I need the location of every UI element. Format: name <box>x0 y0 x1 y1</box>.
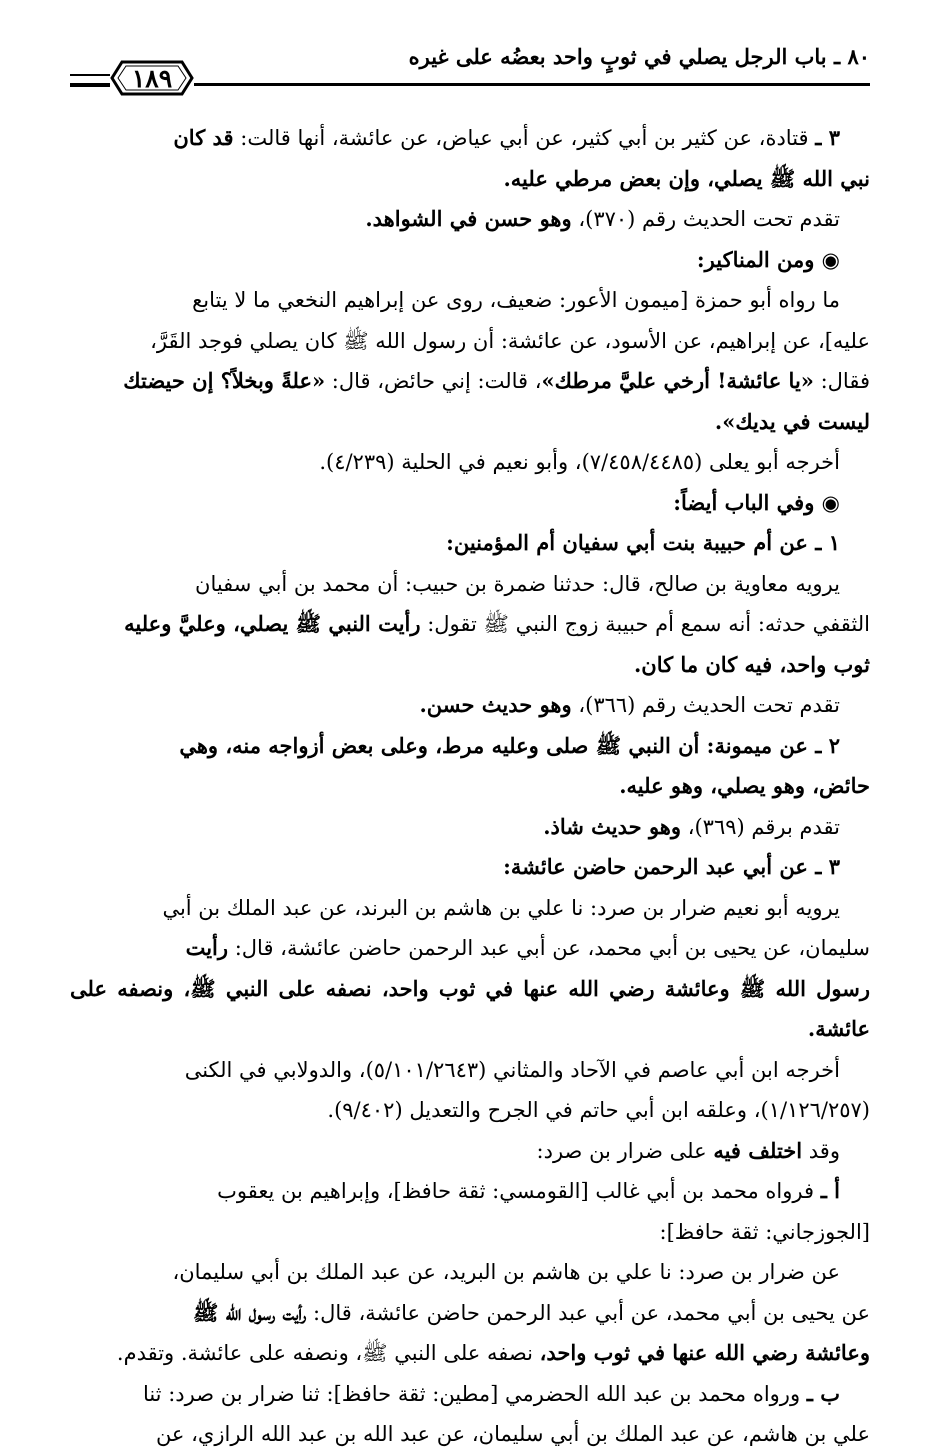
text-line <box>70 199 870 240</box>
text-line <box>70 1171 870 1212</box>
text-span: ورواه محمد بن عبد الله الحضرمي [مطين: ثقة حافظ]: ثنا ضرار بن صرد: ثنا <box>142 1381 807 1406</box>
bold-span: اختلف فيه <box>713 1137 803 1163</box>
text-span: ، قالت: إني حائض، قال: <box>325 369 542 393</box>
page-number: ١٨٩ <box>131 64 173 93</box>
text-line <box>70 645 870 686</box>
text-span: علي بن هاشم، عن عبد الملك بن أبي سليمان، عن عبد الله بن عبد الله الرازي، عن <box>155 1422 870 1446</box>
text-span: الثقفي حدثه: أنه سمع أم حبيبة زوج النبي ﷺ تقول: <box>420 612 870 636</box>
bold-span: حائض، وهو يصلي، وهو عليه. <box>619 773 870 798</box>
text-line <box>70 847 870 888</box>
text-span: عن يحيى بن أبي محمد، عن أبي عبد الرحمن حاضن عائشة، قال: <box>306 1300 870 1325</box>
page-body-text <box>70 118 870 1455</box>
text-line <box>70 1252 870 1293</box>
text-span: عن ضرار بن صرد: نا علي بن هاشم بن البريد، عن عبد الملك بن أبي سليمان، <box>172 1260 840 1284</box>
text-line <box>70 1333 870 1374</box>
text-line <box>70 928 870 969</box>
bold-span: رأيت رسول الله ﷺ <box>193 1299 307 1325</box>
bold-span: رسول الله ﷺ وعائشة رضي الله عنها في ثوب واحد، نصفه على النبي ﷺ، ونصفه على عائشة. <box>70 975 870 1041</box>
bold-span: وهو حسن في الشواهد. <box>365 206 572 231</box>
text-line <box>70 402 870 443</box>
bold-span: ٢ ـ عن ميمونة: <box>699 732 840 758</box>
text-span: تقدم تحت الحديث رقم (٣٦٦)، <box>571 693 840 717</box>
text-line <box>70 685 870 726</box>
text-line <box>70 766 870 807</box>
bold-span: ٣ ـ عن أبي عبد الرحمن حاضن عائشة: <box>503 854 840 879</box>
text-span: عليه]، عن إبراهيم، عن الأسود، عن عائشة: أن رسول الله ﷺ كان يصلي فوجد القَرَّ، <box>150 328 870 353</box>
text-line <box>70 483 870 524</box>
text-line <box>70 1374 870 1415</box>
bold-span: «يا عائشة! أرخي عليَّ مرطك» <box>541 368 814 393</box>
text-line <box>70 1212 870 1253</box>
bold-span: ◉ وفي الباب أيضاً: <box>673 489 840 515</box>
bold-span: وهو حديث حسن. <box>419 692 572 717</box>
bold-span: أن النبي ﷺ صلى وعليه مرط، وعلى بعض أزواجه منه، وهي <box>179 732 700 758</box>
text-line <box>70 118 870 159</box>
text-line <box>70 807 870 848</box>
text-line <box>70 564 870 605</box>
text-line <box>70 726 870 767</box>
bold-span: أ ـ <box>820 1178 840 1203</box>
bold-span: ١ ـ عن أم حبيبة بنت أبي سفيان أم المؤمنين: <box>446 530 840 555</box>
text-span: قتادة، عن كثير بن أبي كثير، عن أبي عياض، عن عائشة، أنها قالت: <box>233 126 816 150</box>
text-line <box>70 1050 870 1091</box>
bold-span: قد كان <box>173 125 234 150</box>
bold-span: ليست في يديك». <box>714 408 870 434</box>
page-number-frame <box>110 60 194 96</box>
text-line <box>70 523 870 564</box>
text-span: تقدم تحت الحديث رقم (٣٧٠)، <box>571 207 840 231</box>
text-span: فرواه محمد بن أبي غالب [القومسي: ثقة حافظ]، وإبراهيم بن يعقوب <box>217 1179 821 1203</box>
text-line <box>70 969 870 1050</box>
bold-span: ب ـ <box>806 1380 840 1406</box>
text-span: أخرجه ابن أبي عاصم في الآحاد والمثاني (٥/١٠١/٢٦٤٣)، والدولابي في الكنى <box>184 1057 840 1082</box>
bold-span: ◉ ومن المناكير: <box>696 246 840 272</box>
text-line <box>70 280 870 321</box>
running-header <box>70 38 870 94</box>
text-span: أخرجه أبو يعلى (٧/٤٥٨/٤٤٨٥)، وأبو نعيم في الحلية (٤/٢٣٩). <box>319 450 840 474</box>
text-span: يرويه أبو نعيم ضرار بن صرد: نا علي بن هاشم بن البرند، عن عبد الملك بن أبي <box>162 895 840 920</box>
bold-span: وعائشة رضي الله عنها في ثوب واحد، <box>539 1340 870 1365</box>
text-line <box>70 604 870 645</box>
bold-span: رأيت النبي ﷺ يصلي، وعليَّ وعليه <box>124 611 421 636</box>
bold-span: رأيت <box>185 935 229 960</box>
text-line <box>70 361 870 402</box>
bold-span: نبي الله ﷺ يصلي، وإن بعض مرطي عليه. <box>503 165 870 191</box>
text-span: نصفه على النبي ﷺ، ونصفه على عائشة. وتقدم. <box>116 1341 540 1365</box>
text-line <box>70 321 870 362</box>
text-span: سليمان، عن يحيى بن أبي محمد، عن أبي عبد الرحمن حاضن عائشة، قال: <box>228 936 870 960</box>
text-span: فقال: <box>813 369 870 393</box>
text-span: على ضرار بن صرد: <box>536 1138 714 1163</box>
bold-span: وهو حديث شاذ. <box>543 813 682 839</box>
bold-span: ثوب واحد، فيه كان ما كان. <box>633 651 870 677</box>
text-line <box>70 240 870 281</box>
text-line <box>70 159 870 200</box>
header-rule-left-ornament <box>70 74 110 87</box>
text-line <box>70 442 870 483</box>
text-span: وقد <box>802 1138 840 1163</box>
text-span: ما رواه أبو حمزة [ميمون الأعور: ضعيف، روى عن إبراهيم النخعي ما لا يتابع <box>192 288 840 312</box>
text-span: [الجوزجاني: ثقة حافظ]: <box>659 1219 870 1244</box>
bold-span: «علةً وبخلاً؟ إن حيضتك <box>123 368 326 393</box>
chapter-title: ٨٠ ـ باب الرجل يصلي في ثوبٍ واحد بعضُه على غيره <box>408 44 870 69</box>
text-span: تقدم برقم (٣٦٩)، <box>681 814 840 839</box>
text-span: (١/١٢٦/٢٥٧)، وعلقه ابن أبي حاتم في الجرح والتعديل (٩/٤٠٢). <box>327 1098 870 1122</box>
text-line <box>70 1293 870 1334</box>
text-line <box>70 1414 870 1455</box>
text-line <box>70 888 870 929</box>
text-line <box>70 1090 870 1131</box>
bold-span: ٣ ـ <box>815 125 840 150</box>
text-span: يرويه معاوية بن صالح، قال: حدثنا ضمرة بن حبيب: أن محمد بن أبي سفيان <box>195 571 840 596</box>
text-line <box>70 1131 870 1172</box>
